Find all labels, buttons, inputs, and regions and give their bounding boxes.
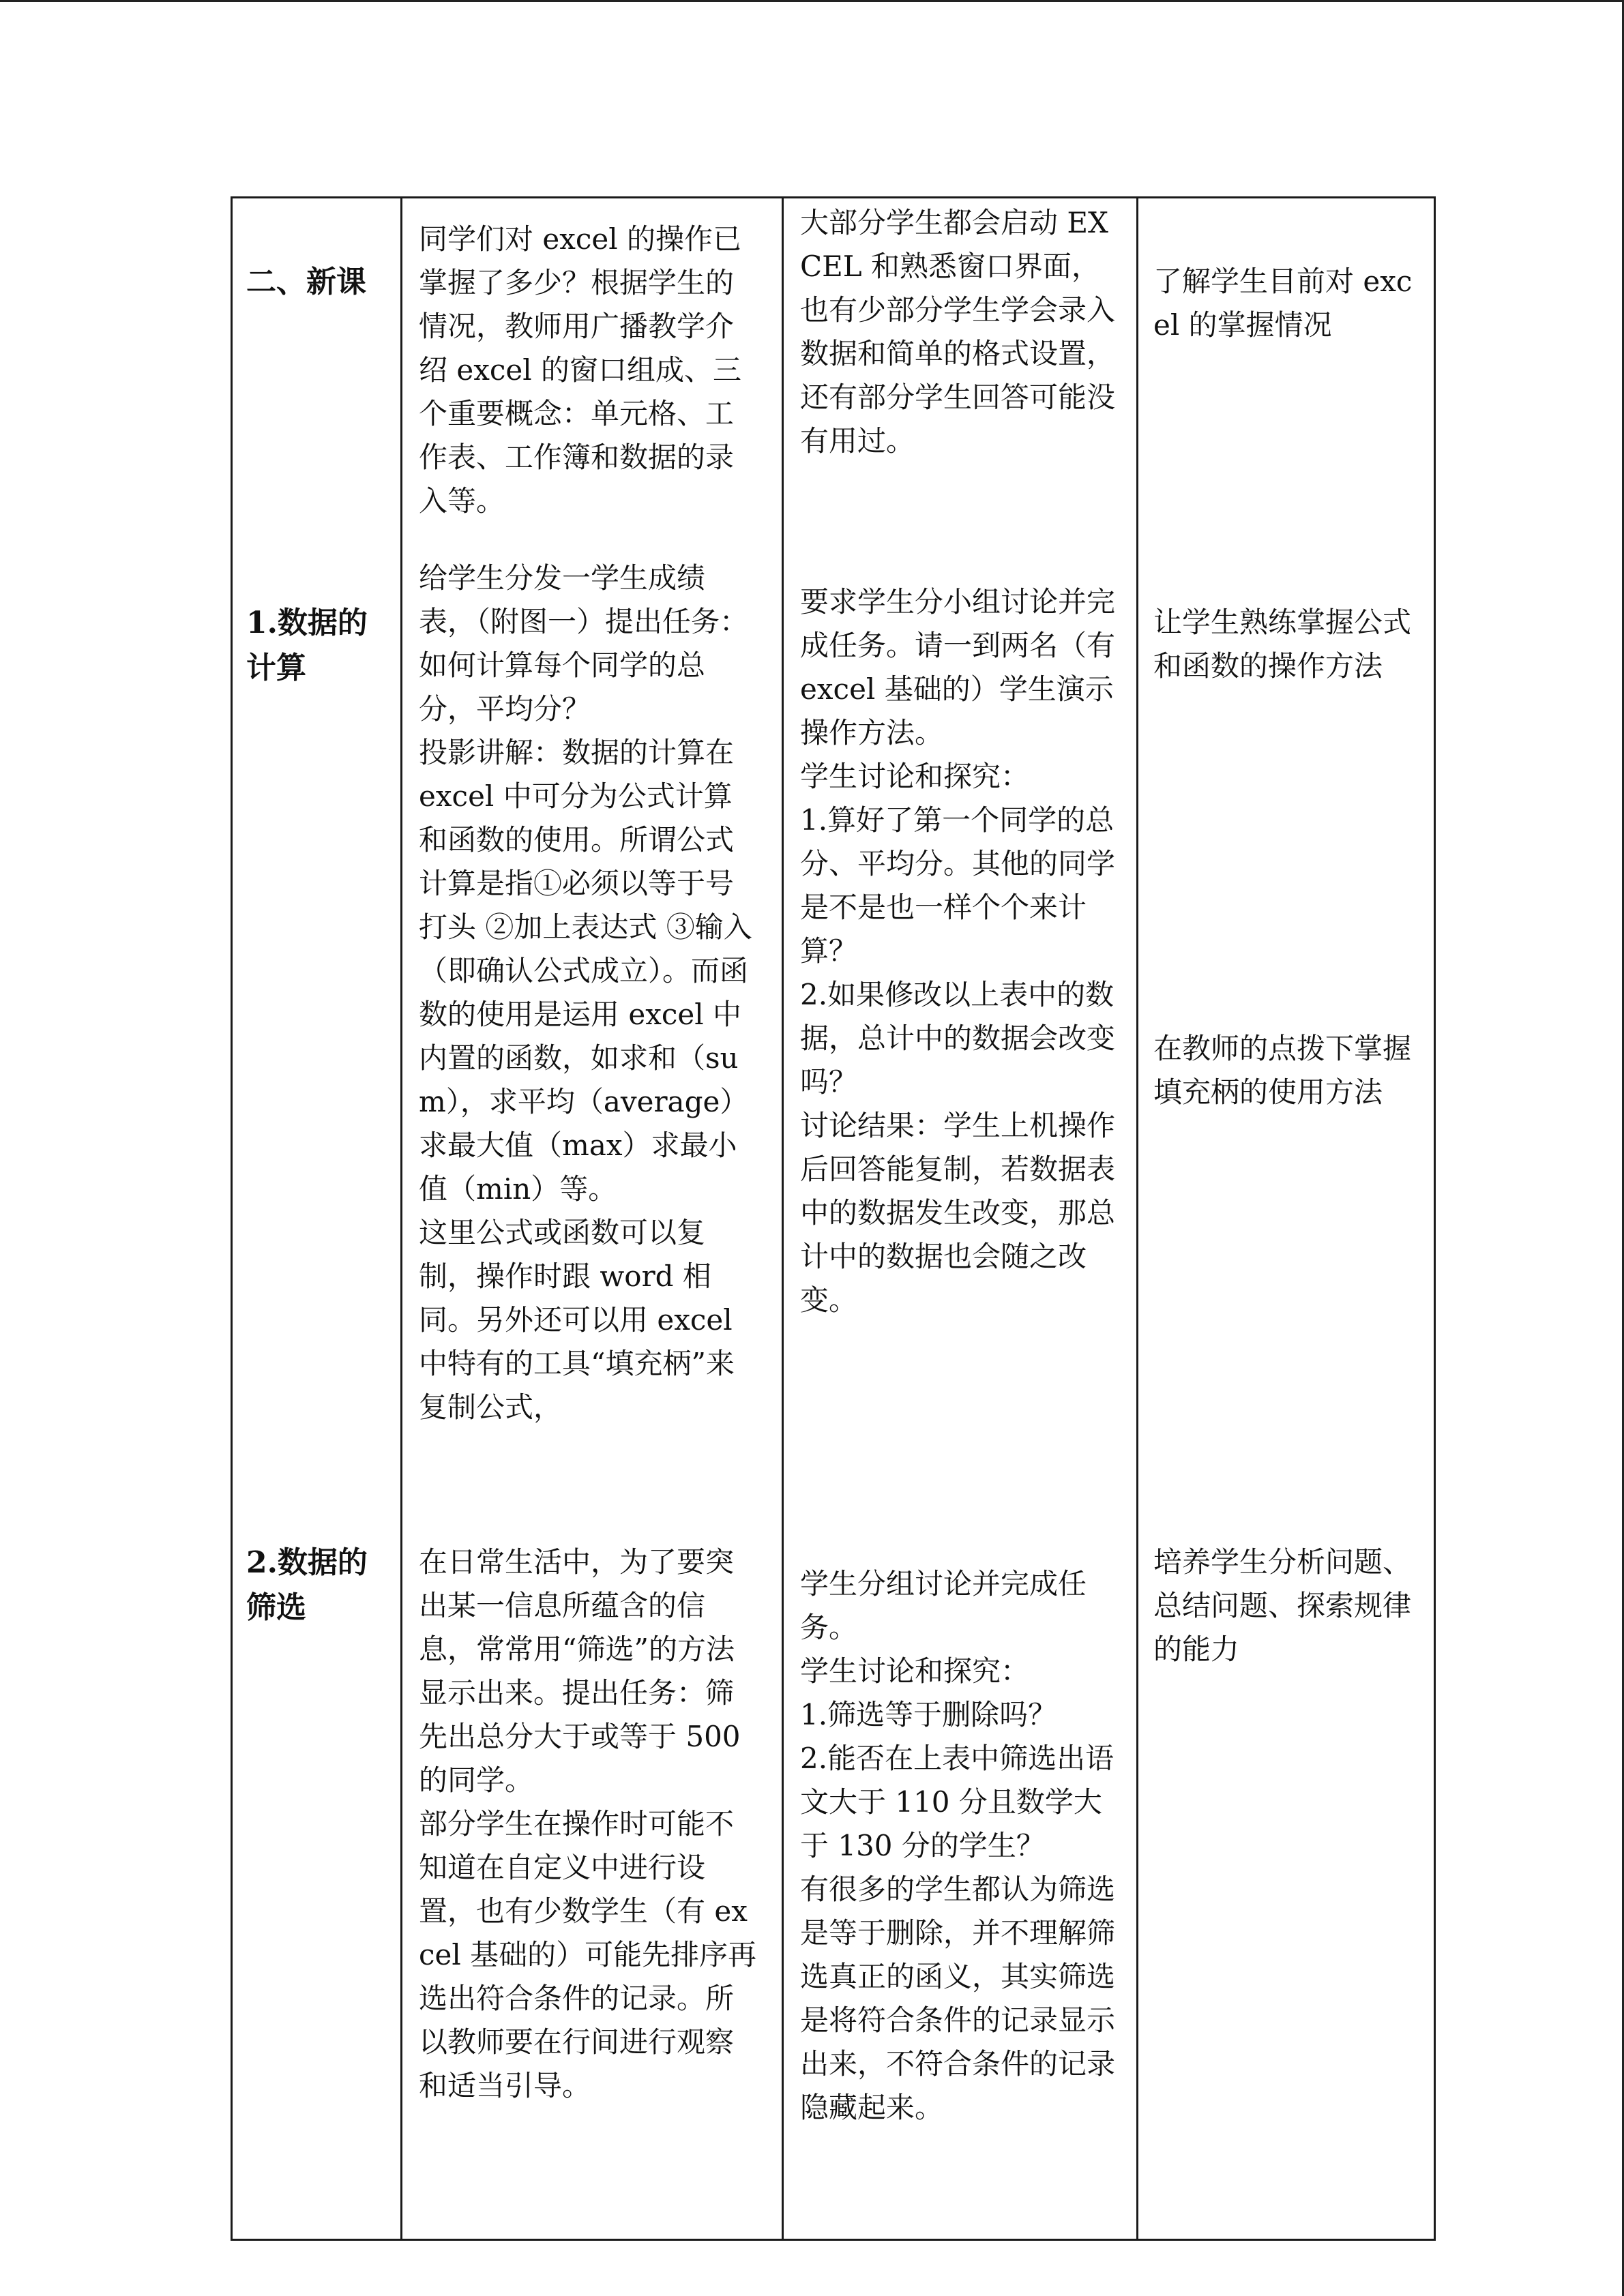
teacher-text-filter: 在日常生活中，为了要突出某一信息所蕴含的信息，常常用“筛选”的方法显示出来。提出任务：筛先出总分大于或等于 500 的同学。 部分学生在操作时可能不知道在自定义中进行设置，也有少数学生（有 excel 基础的）可能先排序再选出符合条件的记录。所以教师要在行间进行观察和适当引导。 [419,1545,757,2102]
student-text-filter: 学生分组讨论并完成任务。 学生讨论和探究： 1.筛选等于删除吗？ 2.能否在上表中筛选出语文大于 110 分且数学大于 130 分的学生？ 有很多的学生都认为筛选是等于删除，并不理解筛选真正的函义，其实筛选是将符合条件的记录显示出来，不符合条件的记录隐藏起来。 [800,1567,1116,2124]
section-column [232,198,402,2240]
design-purpose-column [1138,198,1435,2240]
student-text-calc: 要求学生分小组讨论并完成任务。请一到两名（有 excel 基础的）学生演示操作方法。 学生讨论和探究： 1.算好了第一个同学的总分、平均分。其他的同学是不是也一样个个来计算？ 2.如果修改以上表中的数据，总计中的数据会改变吗？ 讨论结果：学生上机操作后回答能复制，若数据表中的数据发生改变，那总计中的数据也会随之改变。 [800,585,1116,1317]
section-title-calc: 1.数据的计算 [246,606,368,685]
teacher-activity-column [402,198,783,2240]
lesson-plan-table [231,196,1436,2241]
table-row [232,198,1435,2240]
student-activity-column [783,198,1138,2240]
purpose-text-calc-1: 让学生熟练掌握公式和函数的操作方法 [1153,606,1412,683]
student-text-new-lesson: 大部分学生都会启动 EXCEL 和熟悉窗口界面，也有少部分学生学会录入数据和简单的格式设置，还有部分学生回答可能没有用过。 [800,206,1116,458]
section-title-filter: 2.数据的筛选 [246,1545,368,1625]
purpose-text-calc-2: 在教师的点拨下掌握填充柄的使用方法 [1153,1032,1412,1109]
page-top-rule [0,0,1624,2]
teacher-text-new-lesson: 同学们对 excel 的操作已掌握了多少？根据学生的情况，教师用广播教学介绍 excel 的窗口组成、三个重要概念：单元格、工作表、工作簿和数据的录入等。 [419,222,742,518]
purpose-text-filter: 培养学生分析问题、总结问题、探索规律的能力 [1153,1545,1412,1666]
teacher-text-calc: 给学生分发一学生成绩表，（附图一）提出任务：如何计算每个同学的总分，平均分？ 投影讲解：数据的计算在 excel 中可分为公式计算和函数的使用。所谓公式计算是指①必须以等于号打头 ②加上表达式 ③输入（即确认公式成立）。而函数的使用是运用 excel 中内置的函数，如求和（sum），求平均（average）求最大值（max）求最小值（min）等。 这里公式或函数可以复制，操作时跟 word 相同。另外还可以用 excel 中特有的工具“填充柄”来复制公式， [419,561,752,1424]
section-title-new-lesson: 二、新课 [246,265,366,299]
purpose-text-new-lesson: 了解学生目前对 excel 的掌握情况 [1153,265,1413,342]
